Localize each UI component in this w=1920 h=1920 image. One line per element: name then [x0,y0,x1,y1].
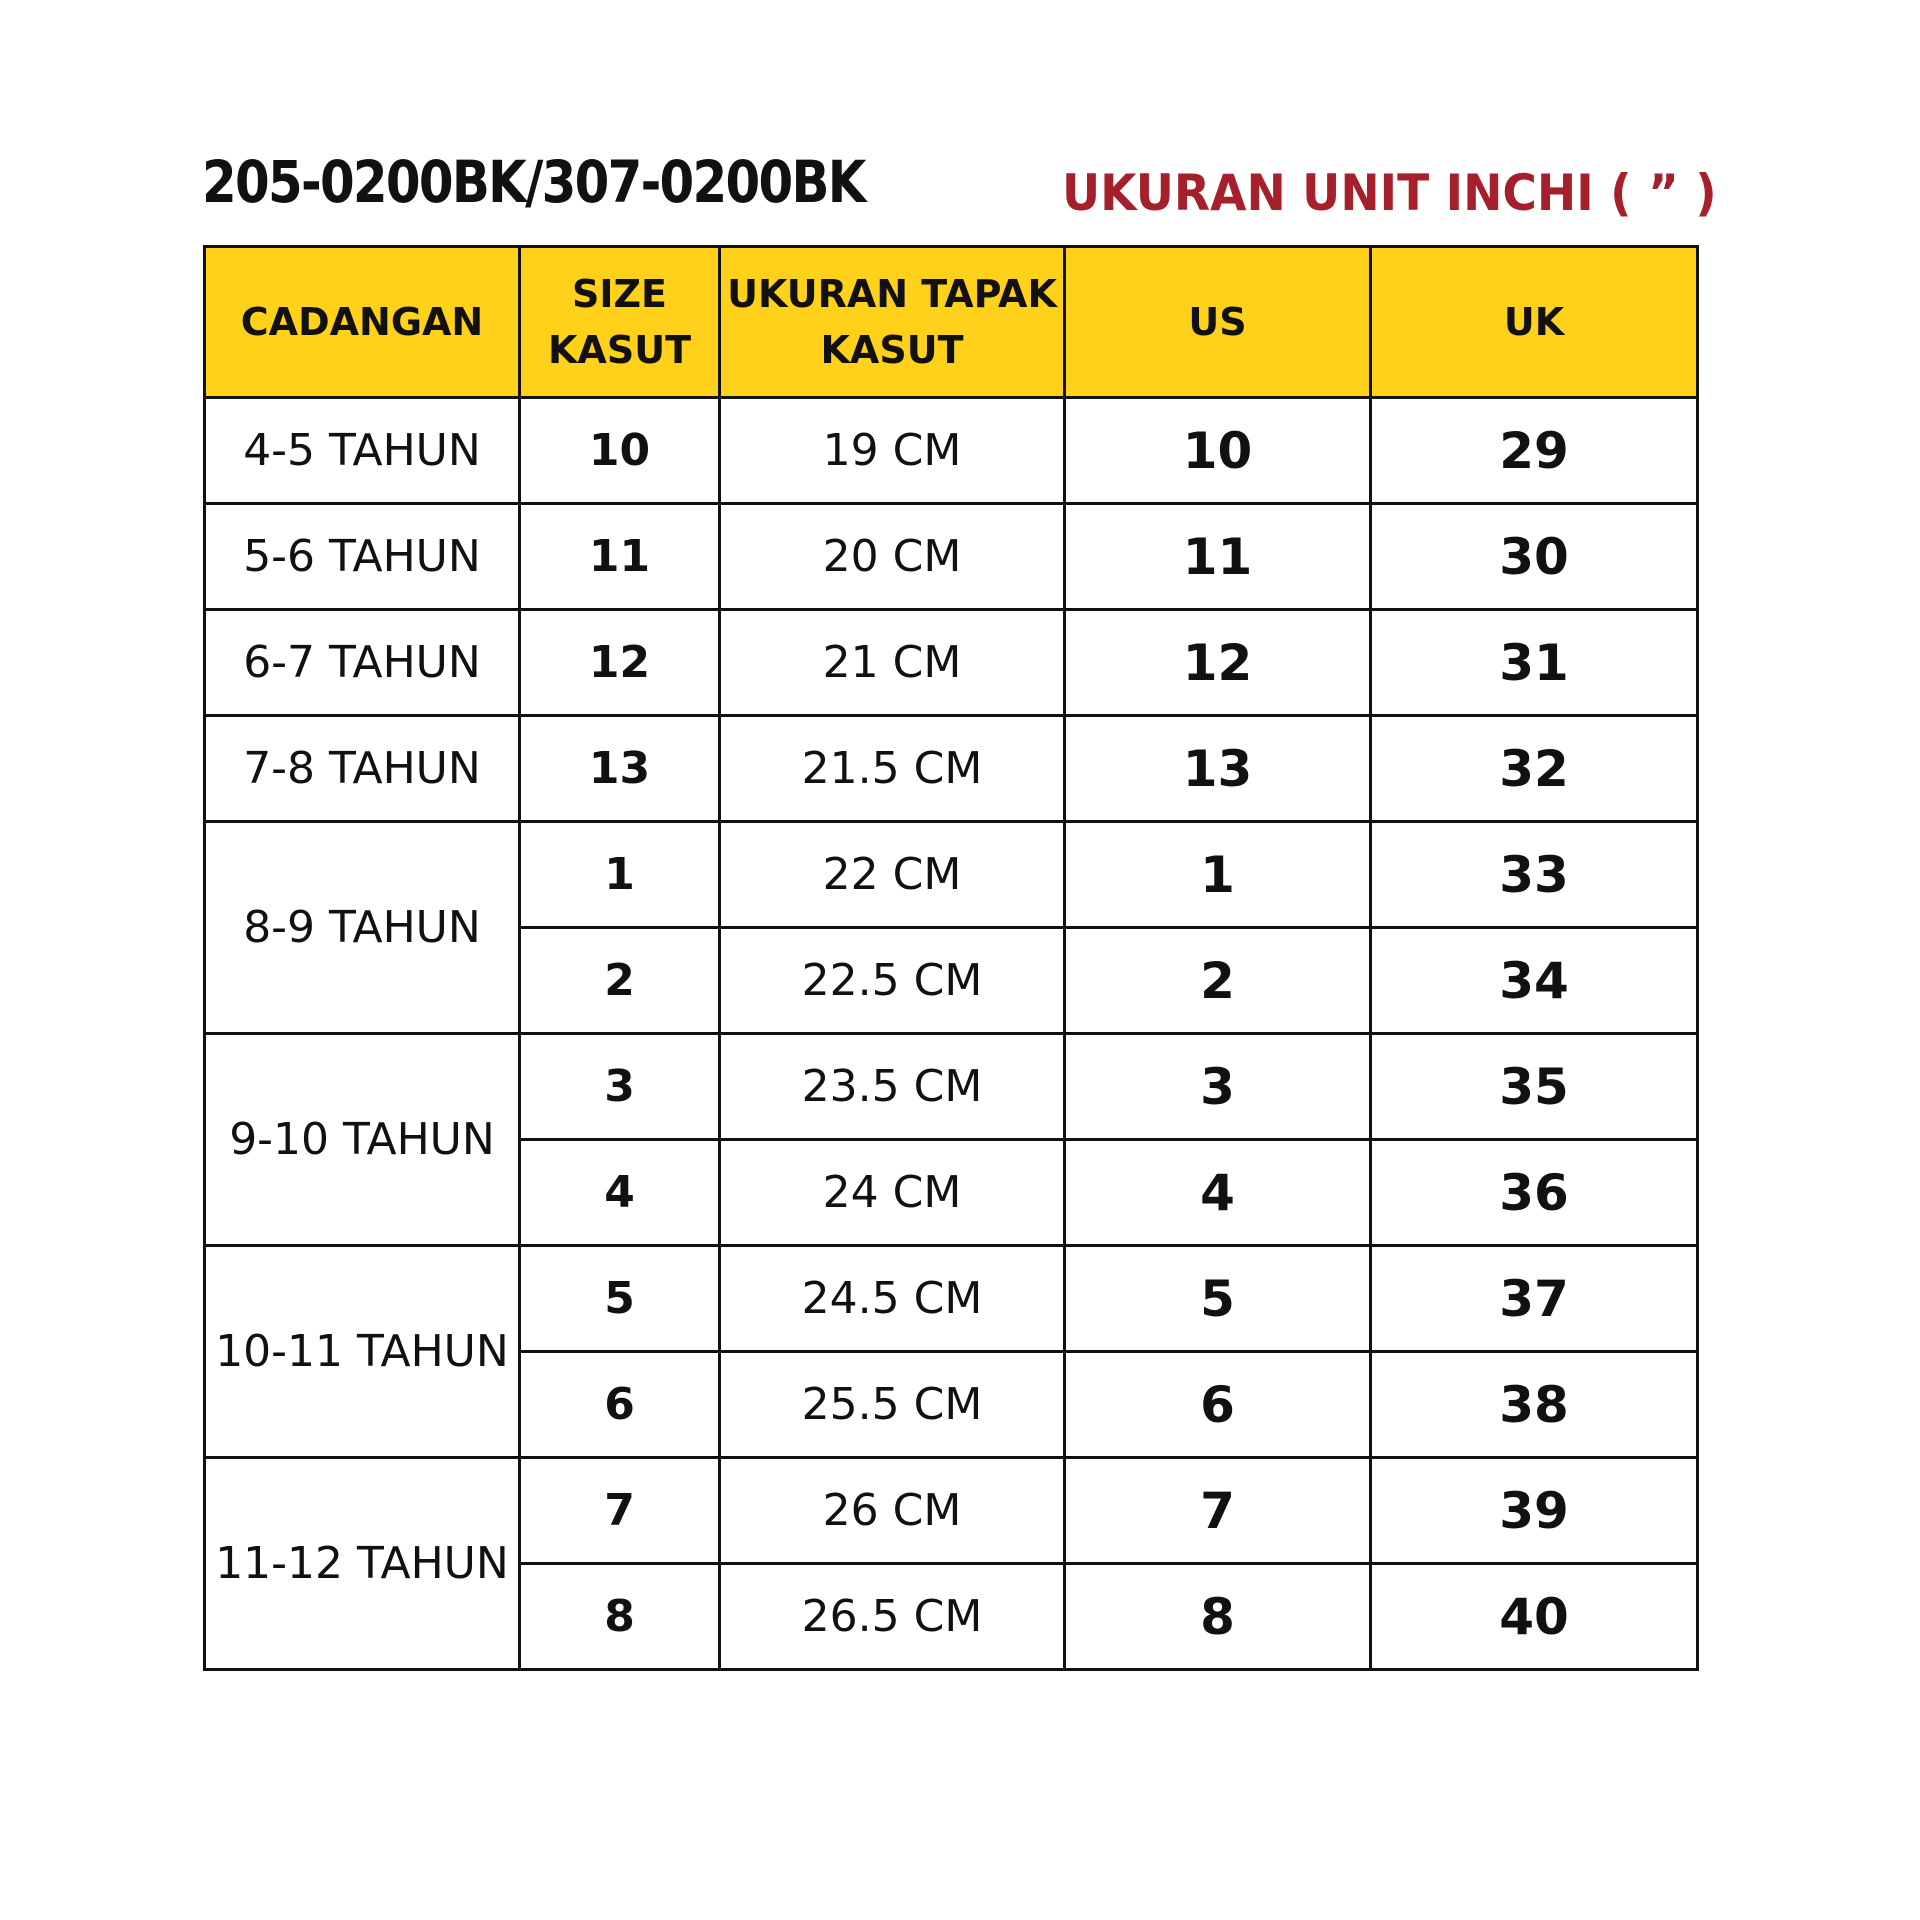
header-sole-length-line2: KASUT [820,328,964,372]
sole-length-cell: 21.5 CM [720,716,1065,822]
uk-size-cell: 36 [1371,1140,1698,1246]
shoe-size-cell: 1 [520,822,720,928]
shoe-size-cell: 2 [520,928,720,1034]
table-header-row [205,247,1698,398]
header-shoe-size [520,247,720,398]
header-shoe-size-line1: SIZE [571,272,668,316]
us-size-cell: 7 [1065,1458,1371,1564]
sole-length-cell: 22 CM [720,822,1065,928]
uk-size-cell: 40 [1371,1564,1698,1670]
header-sole-length [720,247,1065,398]
sole-length-cell: 23.5 CM [720,1034,1065,1140]
header-sole-length-line1: UKURAN TAPAK [727,272,1057,316]
sole-length-cell: 26 CM [720,1458,1065,1564]
shoe-size-cell: 7 [520,1458,720,1564]
us-size-cell: 5 [1065,1246,1371,1352]
sole-length-cell: 22.5 CM [720,928,1065,1034]
shoe-size-cell: 10 [520,398,720,504]
us-size-cell: 12 [1065,610,1371,716]
model-code-title: 205-0200BK/307-0200BK [202,148,865,216]
sole-length-cell: 24.5 CM [720,1246,1065,1352]
header-uk: UK [1371,247,1698,398]
uk-size-cell: 33 [1371,822,1698,928]
table-body [205,398,1698,1670]
us-size-cell: 4 [1065,1140,1371,1246]
sole-length-cell: 25.5 CM [720,1352,1065,1458]
table-row [205,822,1698,928]
us-size-cell: 6 [1065,1352,1371,1458]
age-range-cell: 4-5 TAHUN [205,398,520,504]
sole-length-cell: 19 CM [720,398,1065,504]
shoe-size-cell: 3 [520,1034,720,1140]
shoe-size-cell: 5 [520,1246,720,1352]
header-age: CADANGAN [205,247,520,398]
shoe-size-cell: 11 [520,504,720,610]
age-range-cell: 9-10 TAHUN [205,1034,520,1246]
shoe-size-cell: 13 [520,716,720,822]
table-row [205,1458,1698,1564]
shoe-size-cell: 12 [520,610,720,716]
age-range-cell: 7-8 TAHUN [205,716,520,822]
uk-size-cell: 38 [1371,1352,1698,1458]
uk-size-cell: 31 [1371,610,1698,716]
uk-size-cell: 35 [1371,1034,1698,1140]
sole-length-cell: 24 CM [720,1140,1065,1246]
us-size-cell: 11 [1065,504,1371,610]
table-row [205,398,1698,504]
age-range-cell: 5-6 TAHUN [205,504,520,610]
uk-size-cell: 34 [1371,928,1698,1034]
age-range-cell: 8-9 TAHUN [205,822,520,1034]
age-range-cell: 11-12 TAHUN [205,1458,520,1670]
shoe-size-cell: 8 [520,1564,720,1670]
table-row [205,1246,1698,1352]
unit-title: UKURAN UNIT INCHI ( ” ) [1062,164,1717,222]
us-size-cell: 10 [1065,398,1371,504]
uk-size-cell: 30 [1371,504,1698,610]
size-chart-table [203,245,1699,1671]
sole-length-cell: 21 CM [720,610,1065,716]
uk-size-cell: 37 [1371,1246,1698,1352]
sole-length-cell: 20 CM [720,504,1065,610]
uk-size-cell: 39 [1371,1458,1698,1564]
table-row [205,504,1698,610]
us-size-cell: 1 [1065,822,1371,928]
us-size-cell: 8 [1065,1564,1371,1670]
table-row [205,610,1698,716]
header-shoe-size-line2: KASUT [547,328,691,372]
uk-size-cell: 32 [1371,716,1698,822]
uk-size-cell: 29 [1371,398,1698,504]
sole-length-cell: 26.5 CM [720,1564,1065,1670]
us-size-cell: 13 [1065,716,1371,822]
us-size-cell: 2 [1065,928,1371,1034]
shoe-size-cell: 6 [520,1352,720,1458]
table-row [205,1034,1698,1140]
header-us: US [1065,247,1371,398]
shoe-size-cell: 4 [520,1140,720,1246]
age-range-cell: 10-11 TAHUN [205,1246,520,1458]
age-range-cell: 6-7 TAHUN [205,610,520,716]
table-row [205,716,1698,822]
us-size-cell: 3 [1065,1034,1371,1140]
